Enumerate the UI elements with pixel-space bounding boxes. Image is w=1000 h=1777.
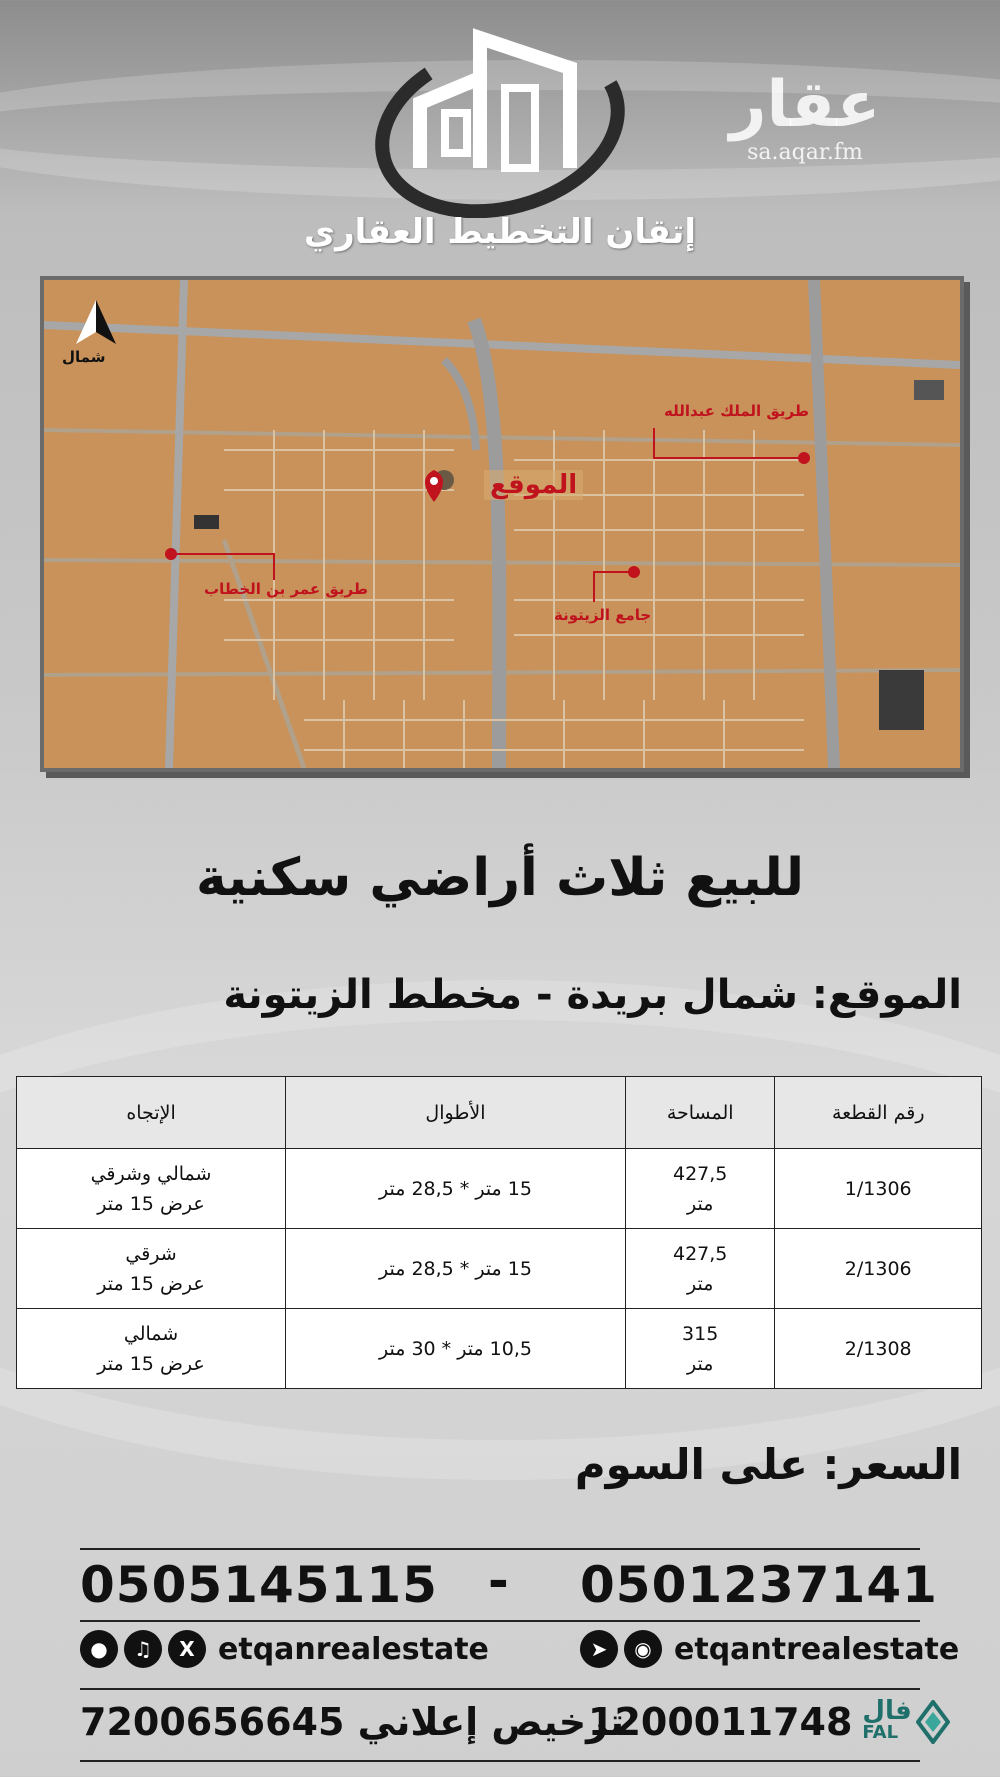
fal-logo	[862, 1696, 949, 1744]
area-unit: متر	[686, 1192, 714, 1215]
omar-road-label: طريق عمر بن الخطاب	[204, 580, 368, 598]
plot-number: 1/1306	[775, 1149, 982, 1229]
plot-dimensions: 15 متر * 28,5 متر	[286, 1229, 626, 1309]
social-handle-right[interactable]: etqantrealestate	[674, 1631, 960, 1667]
column-header: رقم القطعة	[775, 1077, 982, 1149]
table-row	[17, 1229, 982, 1309]
mosque-label: جامع الزيتونة	[554, 606, 652, 624]
satellite-map	[40, 276, 964, 772]
plot-area	[625, 1229, 775, 1309]
fal-license-number: 1200011748	[588, 1700, 853, 1744]
brand-name: إتقان التخطيط العقاري	[303, 212, 697, 252]
area-unit: متر	[686, 1272, 714, 1295]
map-roads	[44, 280, 960, 768]
plot-direction	[17, 1149, 286, 1229]
company-logo	[370, 18, 630, 218]
divider	[80, 1548, 920, 1550]
divider	[80, 1688, 920, 1690]
column-header: الإتجاه	[17, 1077, 286, 1149]
plot-dimensions: 10,5 متر * 30 متر	[286, 1309, 626, 1389]
fal-diamond-icon	[916, 1700, 950, 1744]
direction-value: شمالي	[123, 1322, 179, 1345]
fal-logo-text	[862, 1696, 912, 1744]
street-width: عرض 15 متر	[97, 1352, 205, 1375]
social-right	[580, 1630, 965, 1668]
plot-area	[625, 1149, 775, 1229]
fal-license	[588, 1696, 950, 1744]
table-header-row	[17, 1077, 982, 1149]
price-line: السعر: على السوم	[574, 1440, 962, 1489]
aqar-watermark	[720, 70, 890, 165]
plot-dimensions: 15 متر * 28,5 متر	[286, 1149, 626, 1229]
plot-direction	[17, 1229, 286, 1309]
location-line: الموقع: شمال بريدة - مخطط الزيتونة	[223, 972, 962, 1018]
phone-separator: -	[488, 1552, 509, 1610]
plot-area	[625, 1309, 775, 1389]
tiktok-icon[interactable]: ♫	[124, 1630, 162, 1668]
area-value: 315	[682, 1322, 719, 1345]
divider	[80, 1620, 920, 1622]
social-handle-left[interactable]: etqanrealestate	[218, 1631, 489, 1667]
plot-number: 2/1308	[775, 1309, 982, 1389]
header	[0, 0, 1000, 270]
aqar-watermark-url: sa.aqar.fm	[747, 140, 863, 165]
x-icon[interactable]: X	[168, 1630, 206, 1668]
column-header: المساحة	[625, 1077, 775, 1149]
plots-table	[16, 1076, 982, 1389]
north-label: شمال	[62, 348, 106, 366]
column-header: الأطوال	[286, 1077, 626, 1149]
aqar-watermark-text: عقار	[729, 68, 881, 142]
social-left	[80, 1630, 495, 1668]
plot-direction	[17, 1309, 286, 1389]
phone-number-1[interactable]: 0505145115	[80, 1556, 438, 1614]
street-width: عرض 15 متر	[97, 1272, 205, 1295]
telegram-icon[interactable]: ➤	[580, 1630, 618, 1668]
area-value: 427,5	[672, 1242, 728, 1265]
direction-value: شرقي	[125, 1242, 177, 1265]
table-row	[17, 1149, 982, 1229]
page-title: للبيع ثلاث أراضي سكنية	[195, 848, 805, 908]
divider	[80, 1760, 920, 1762]
area-value: 427,5	[672, 1162, 728, 1185]
direction-value: شمالي وشرقي	[90, 1162, 212, 1185]
fal-logo-en: FAL	[862, 1722, 899, 1743]
plot-number: 2/1306	[775, 1229, 982, 1309]
instagram-icon[interactable]: ◉	[624, 1630, 662, 1668]
snapchat-icon[interactable]: ●	[80, 1630, 118, 1668]
ad-license: ترخيص إعلاني 7200656645	[80, 1700, 625, 1744]
phone-number-2[interactable]: 0501237141	[580, 1556, 938, 1614]
site-label: الموقع	[484, 470, 583, 500]
table-row	[17, 1309, 982, 1389]
fal-logo-ar: فال	[862, 1696, 912, 1726]
area-unit: متر	[686, 1352, 714, 1375]
street-width: عرض 15 متر	[97, 1192, 205, 1215]
king-abdullah-road-label: طريق الملك عبدالله	[664, 402, 810, 420]
